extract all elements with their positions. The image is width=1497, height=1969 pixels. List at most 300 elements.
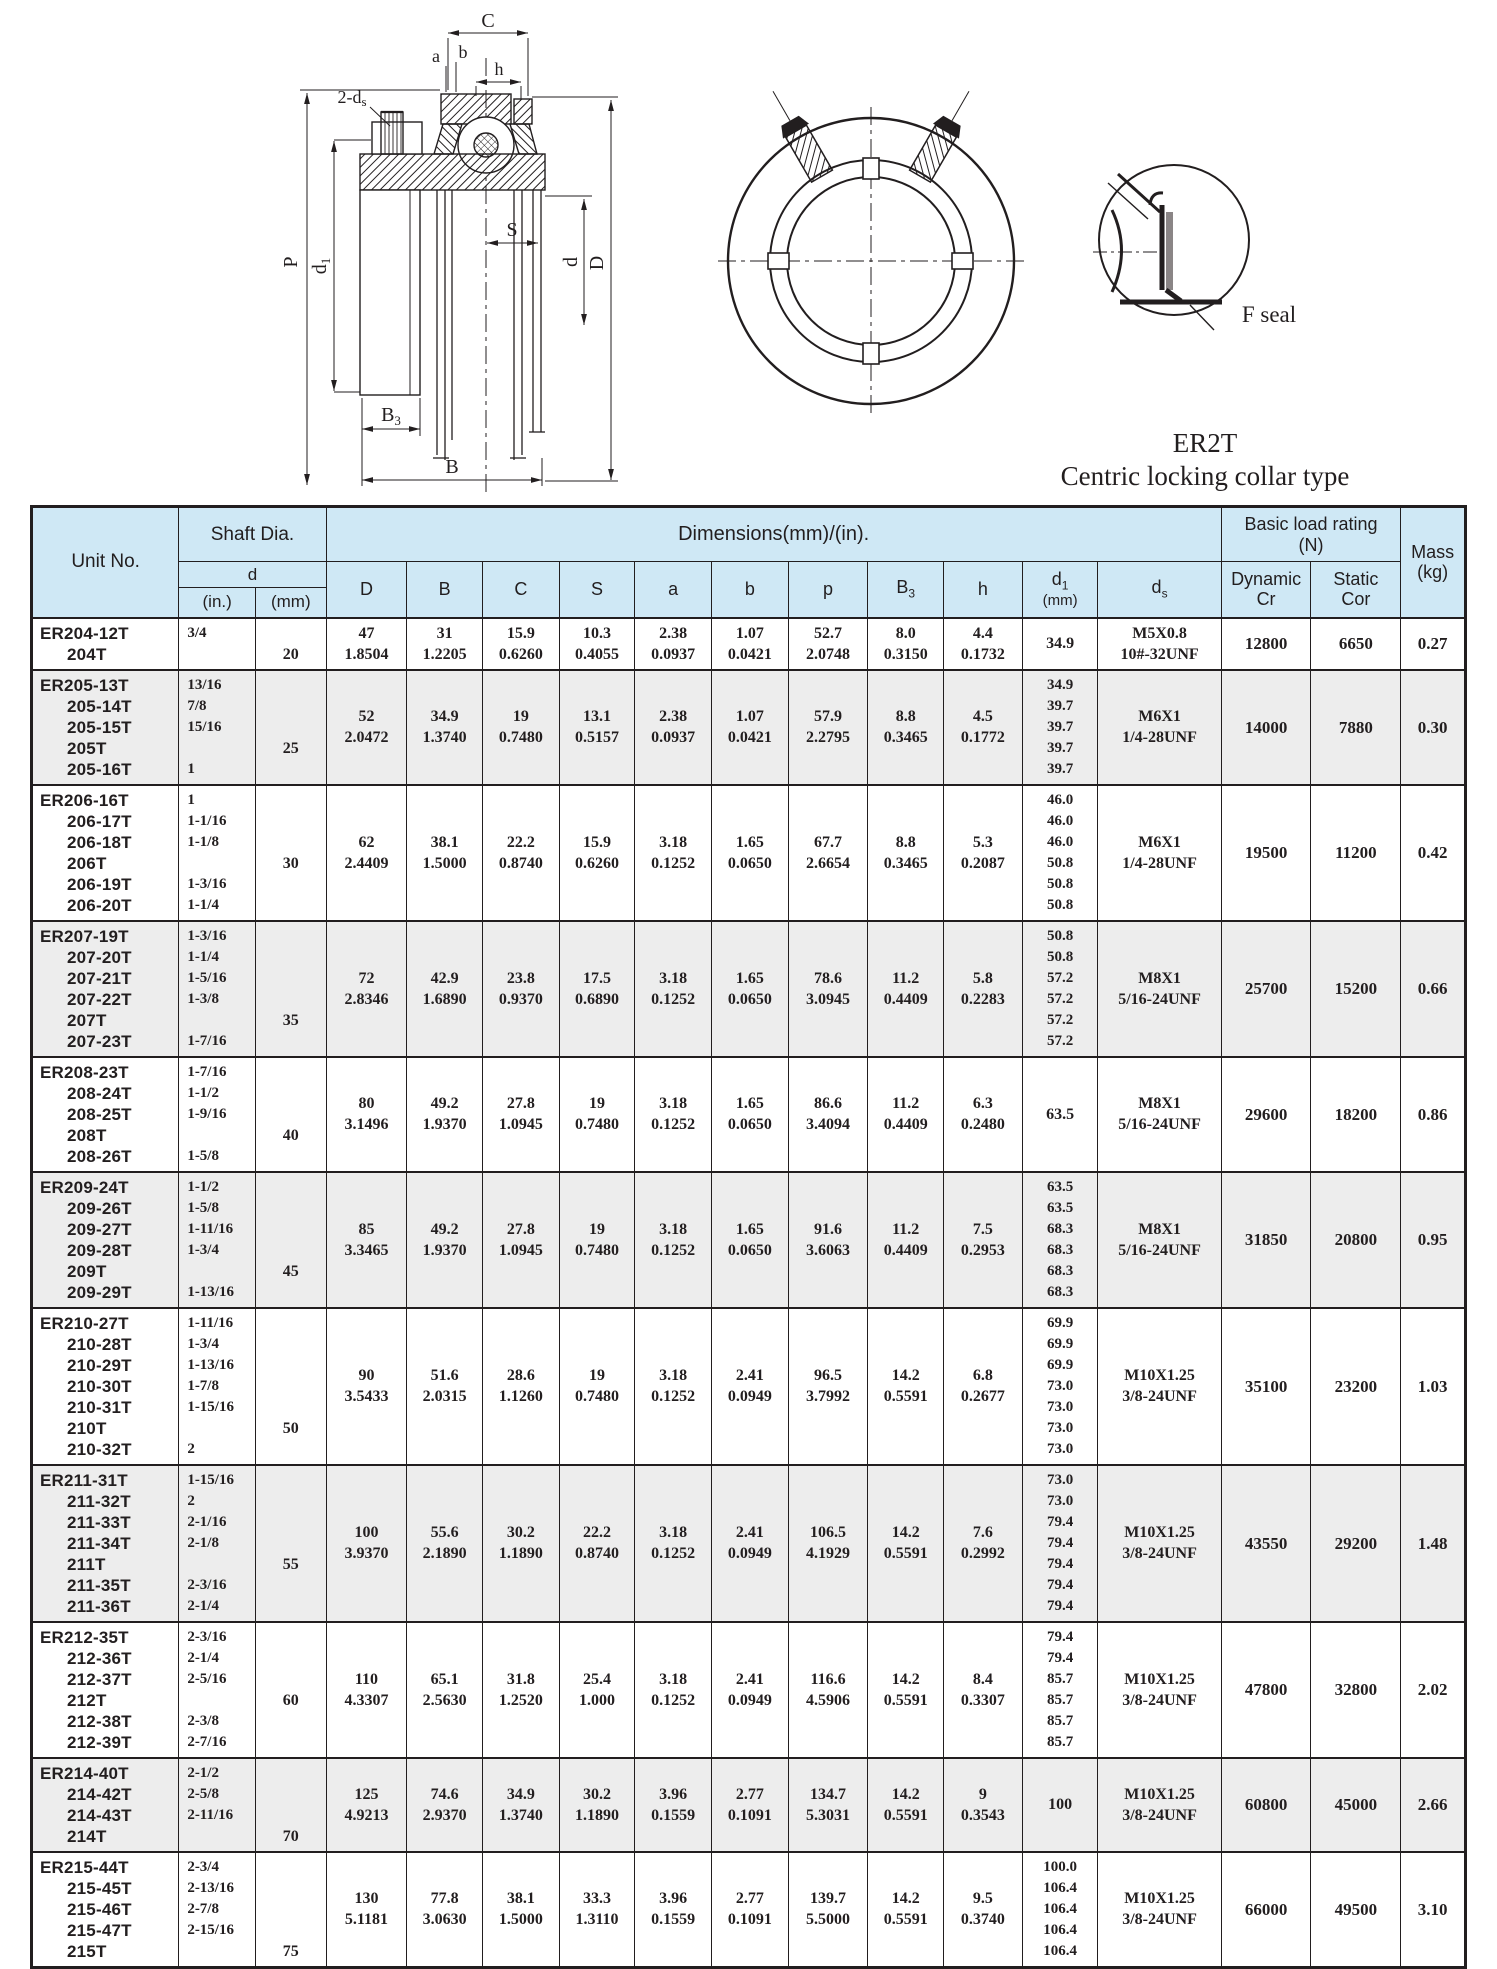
shaft-dia-mm-value: [256, 1376, 326, 1397]
drawing-shape: [786, 125, 833, 182]
cell-value: 2.02: [1417, 1680, 1448, 1699]
shaft-dia-in-value: [179, 1690, 255, 1711]
dim-b-cell: [407, 1465, 483, 1622]
cell-value: 2.66: [1417, 1795, 1448, 1814]
shaft-dia-in-value: 2-3/4: [187, 1858, 219, 1875]
set-screw-left: [760, 84, 835, 184]
dim-b-cell: [712, 1758, 789, 1852]
drawing-shape: [1166, 212, 1173, 290]
unit-no: ER208-23T: [40, 1062, 129, 1082]
dim-value: 14.2: [891, 1670, 920, 1688]
dim-h-cell: [944, 785, 1023, 921]
shaft-dia-in-value: 2-1/16: [187, 1513, 227, 1530]
mass-cell: [1401, 1622, 1466, 1758]
dim-value: 0.6890: [575, 990, 619, 1008]
shaft-dia-mm-value: [256, 1104, 326, 1125]
thread-size-value: M6X1: [1138, 833, 1181, 851]
shaft-dia-in-value: 2-1/4: [187, 1649, 219, 1666]
thread-size-cell: [1098, 618, 1221, 670]
unit-no: 205-15T: [67, 717, 132, 737]
dim-value: 22.2: [583, 1524, 611, 1541]
unit-no: 210-28T: [67, 1334, 132, 1354]
dim-value: 10.3: [583, 624, 611, 642]
unit-no: 207T: [67, 1010, 107, 1030]
dim-value: 0.3150: [883, 645, 928, 663]
header-col-b: b: [712, 562, 789, 618]
dim-label-a: a: [432, 46, 440, 66]
dim-value: 2.2795: [806, 729, 851, 746]
d1-value: 50.8: [1046, 854, 1074, 871]
dim-value: 52.7: [814, 624, 843, 642]
dim-value: 2.38: [659, 708, 688, 725]
d1-value: 46.0: [1046, 812, 1074, 829]
shaft-dia-in-value: [179, 1941, 255, 1962]
dim-value: 2.5630: [422, 1691, 467, 1709]
dim-value: 1.07: [735, 708, 764, 725]
shaft-dia-mm-value: [256, 895, 326, 916]
dim-value: 1.8504: [344, 645, 389, 663]
unit-no: 211-35T: [67, 1575, 131, 1595]
dim-label-b: b: [458, 42, 468, 62]
unit-no: 206T: [67, 853, 107, 873]
dim-value: 3.0945: [806, 990, 851, 1008]
dim-value: 0.0949: [727, 1691, 772, 1709]
dim-value: 1.1260: [498, 1388, 543, 1405]
dim-value: 0.0650: [727, 1241, 772, 1259]
dim-value: 0.3740: [960, 1911, 1005, 1928]
shaft-dia-mm-value: 40: [282, 1126, 299, 1144]
shaft-dia-mm-value: [256, 1512, 326, 1533]
dim-value: 15.9: [583, 833, 611, 851]
unit-no: 208-26T: [67, 1146, 132, 1166]
dim-value: 14.2: [891, 1890, 920, 1907]
d1-value: 73.0: [1046, 1471, 1074, 1488]
unit-no: 214-42T: [67, 1784, 132, 1804]
dim-d1-cell: [1022, 1308, 1098, 1465]
shaft-dia-mm-value: [256, 926, 326, 947]
dynamic-load-cell: [1221, 1172, 1311, 1308]
drawing-shape: s: [361, 94, 367, 109]
dim-value: 11.2: [892, 1220, 920, 1238]
shaft-dia-mm-value: [256, 759, 326, 780]
cell-value: 66000: [1244, 1899, 1288, 1919]
dim-value: 3.96: [659, 1890, 688, 1907]
shaft-dia-mm-value: [256, 1198, 326, 1219]
dim-b-cell: [407, 1308, 483, 1465]
unit-no: 207-21T: [67, 968, 132, 988]
shaft-dia-in-value: 2-1/4: [187, 1597, 219, 1614]
d1-value: 79.4: [1046, 1513, 1074, 1530]
unit-group-row: [32, 1852, 1466, 1968]
dim-d1-cell: [1022, 1172, 1098, 1308]
dim-p-cell: [788, 1465, 868, 1622]
shaft-dia-mm-value: [256, 1627, 326, 1648]
dim-b-cell: [712, 1057, 789, 1172]
drawing-shape: [1118, 174, 1160, 212]
dynamic-load-cell: [1221, 785, 1311, 921]
unit-no: 215-47T: [67, 1920, 132, 1940]
dim-value: 1.3740: [498, 1806, 543, 1824]
dim-value: 47: [358, 624, 375, 642]
thread-size-value: M8X1: [1138, 969, 1181, 987]
d1-value: 50.8: [1046, 927, 1074, 944]
dim-value: 0.3465: [883, 854, 928, 872]
cell-value: 29600: [1244, 1104, 1288, 1124]
dim-c-cell: [483, 921, 560, 1057]
shaft-dia-mm-value: 70: [282, 1827, 299, 1845]
dim-value: 23.8: [506, 969, 535, 987]
shaft-dia-in-value: 1-1/16: [187, 812, 227, 829]
shaft-dia-mm-value: [256, 1648, 326, 1669]
dim-a-cell: [635, 921, 712, 1057]
header-shaft-dia: Shaft Dia.: [179, 507, 326, 562]
dim-value: 2.38: [659, 624, 688, 642]
unit-no-cell: [32, 1057, 179, 1172]
thread-size-cell: [1098, 1852, 1221, 1968]
dim-value: 2.77: [735, 1890, 764, 1907]
dim-c-cell: [483, 1308, 560, 1465]
dim-value: 3.7992: [806, 1388, 851, 1405]
dim-value: 0.0650: [727, 990, 772, 1008]
dim-b3-cell: [868, 1758, 944, 1852]
dim-a-cell: [635, 1465, 712, 1622]
dim-value: 8.4: [972, 1670, 993, 1688]
dim-value: 0.1252: [651, 1388, 696, 1405]
dim-d1-cell: [1022, 1465, 1098, 1622]
dim-value: 3.18: [659, 1220, 688, 1238]
dim-value: 0.4409: [883, 1116, 928, 1133]
d1-value: 46.0: [1046, 833, 1074, 850]
dim-value: 0.1559: [651, 1806, 696, 1824]
unit-no: 212-37T: [67, 1669, 132, 1689]
dynamic-load-cell: [1221, 618, 1311, 670]
unit-no-cell: [32, 1172, 179, 1308]
d1-value: 85.7: [1046, 1712, 1074, 1729]
unit-no: 210-29T: [67, 1355, 132, 1375]
thread-size-value: 5/16-24UNF: [1118, 1241, 1201, 1259]
d1-value: 106.4: [1043, 1921, 1077, 1938]
shaft-dia-in-value: 1: [187, 760, 195, 777]
unit-no: ER204-12T: [40, 623, 129, 643]
dim-b3-cell: [868, 618, 944, 670]
dim-s-cell: [559, 1852, 635, 1968]
d1-value: 50.8: [1046, 875, 1074, 892]
dim-value: 4.5906: [806, 1691, 851, 1709]
unit-group-row: [32, 1308, 1466, 1465]
shaft-dia-in-value: 1-1/8: [187, 833, 219, 850]
dim-d-cell: [326, 921, 407, 1057]
cell-value: 19500: [1244, 843, 1288, 862]
dim-value: 1.9370: [422, 1241, 467, 1259]
header-col-D: D: [326, 562, 407, 618]
dim-value: 0.1091: [727, 1806, 772, 1824]
dim-value: 96.5: [814, 1367, 843, 1384]
static-load-cell: [1311, 1852, 1401, 1968]
dim-value: 0.0949: [727, 1388, 772, 1405]
thread-size-value: 5/16-24UNF: [1118, 1116, 1201, 1133]
unit-no: ER212-35T: [40, 1627, 129, 1647]
shaft-bore-lines: [433, 190, 545, 460]
d1-value: 34.9: [1046, 635, 1075, 652]
shaft-dia-mm-value: [256, 1470, 326, 1491]
header-col-b3: $B_3$: [868, 562, 944, 618]
dim-value: 0.9370: [498, 990, 543, 1008]
dim-value: 19: [589, 1220, 605, 1238]
shaft-dia-mm-value: [256, 790, 326, 811]
shaft-dia-mm-cell: [255, 1852, 326, 1968]
dim-value: 1.6890: [422, 990, 467, 1008]
static-load-cell: [1311, 1308, 1401, 1465]
dim-value: 42.9: [430, 969, 459, 987]
dim-value: 62: [358, 833, 375, 851]
dim-d-cell: [326, 618, 407, 670]
shaft-dia-mm-cell: [255, 1308, 326, 1465]
dim-d1-cell: [1022, 785, 1098, 921]
shaft-dia-mm-value: 25: [282, 739, 299, 757]
unit-no: ER215-44T: [40, 1857, 129, 1877]
dim-value: 0.8740: [498, 854, 543, 872]
shaft-dia-mm-value: [256, 1596, 326, 1617]
unit-no: 208-25T: [67, 1104, 132, 1124]
drawing-shape: 1: [318, 257, 333, 265]
shaft-dia-mm-cell: [255, 1172, 326, 1308]
shaft-dia-mm-value: [256, 1857, 326, 1878]
shaft-dia-mm-cell: [255, 618, 326, 670]
dim-s-cell: [559, 1465, 635, 1622]
shaft-dia-mm-value: 75: [282, 1942, 299, 1960]
dim-value: 2.0748: [806, 645, 851, 663]
dim-d-cell: [326, 1172, 407, 1308]
mass-cell: [1401, 1308, 1466, 1465]
shaft-dia-mm-cell: [255, 1758, 326, 1852]
dim-value: 9.5: [972, 1890, 993, 1907]
shaft-dia-in-value: [179, 738, 255, 759]
dim-p-cell: [788, 1852, 868, 1968]
dim-value: 4.1929: [806, 1545, 851, 1562]
drawing-shape: B: [381, 404, 395, 426]
dim-d-cell: [326, 1852, 407, 1968]
dim-value: 1.0945: [498, 1241, 543, 1259]
dim-value: 0.0937: [651, 645, 696, 663]
d1-value: 50.8: [1046, 896, 1074, 913]
d1-value: 106.4: [1043, 1942, 1077, 1959]
dim-value: 0.3307: [960, 1691, 1005, 1709]
inner-ring-section: [360, 154, 545, 190]
dim-value: 0.0650: [727, 854, 772, 872]
dim-value: 3.96: [659, 1785, 688, 1803]
shaft-dia-in-value: 2-11/16: [187, 1806, 234, 1823]
shaft-dia-mm-value: [256, 1805, 326, 1826]
dim-value: 19: [512, 708, 529, 725]
dim-value: 0.0421: [727, 645, 772, 663]
unit-no: 209-29T: [67, 1282, 132, 1302]
dim-c-cell: [483, 1465, 560, 1622]
cell-value: 0.95: [1417, 1230, 1448, 1249]
thread-size-cell: [1098, 1172, 1221, 1308]
dim-h-cell: [944, 1465, 1023, 1622]
dim-p-cell: [788, 1308, 868, 1465]
shaft-dia-in-value: 1-3/4: [187, 1241, 219, 1258]
dim-value: 15.9: [506, 624, 535, 642]
dim-label-d1: [309, 258, 333, 275]
unit-no-cell: [32, 1622, 179, 1758]
shaft-dia-in-value: 1-1/2: [187, 1084, 219, 1101]
dim-p-cell: [788, 785, 868, 921]
dim-value: 2.4409: [344, 854, 389, 872]
dim-value: 19: [589, 1095, 605, 1112]
shaft-dia-in-cell: [179, 1057, 256, 1172]
unit-no: 209-26T: [67, 1198, 132, 1218]
dim-value: 33.3: [583, 1890, 611, 1907]
dim-value: 1.3740: [422, 729, 467, 746]
header-col-B: B: [407, 562, 483, 618]
dim-value: 1.1890: [575, 1806, 619, 1824]
mass-cell: [1401, 921, 1466, 1057]
cell-value: 29200: [1334, 1533, 1378, 1553]
dim-value: 0.2677: [960, 1388, 1005, 1405]
dim-value: 77.8: [430, 1890, 459, 1907]
dim-b-cell: [407, 921, 483, 1057]
dim-d1-cell: [1022, 670, 1098, 785]
dim-d-cell: [326, 1622, 407, 1758]
d1-value: 73.0: [1046, 1419, 1074, 1436]
dim-c-cell: [483, 618, 560, 670]
dim-value: 0.5591: [883, 1911, 928, 1928]
shaft-dia-mm-value: [256, 1878, 326, 1899]
cell-value: 23200: [1334, 1376, 1378, 1396]
header-shaft-in: (in.): [179, 588, 256, 618]
dim-value: 3.6063: [806, 1241, 851, 1259]
d1-value: 79.4: [1046, 1597, 1074, 1614]
dim-s-cell: [559, 1057, 635, 1172]
dim-value: 1.000: [579, 1691, 615, 1709]
unit-no: 208T: [67, 1125, 107, 1145]
d1-value: 79.4: [1046, 1534, 1074, 1551]
dynamic-load-cell: [1221, 1852, 1311, 1968]
dim-b-cell: [407, 1852, 483, 1968]
shaft-dia-mm-value: [256, 1899, 326, 1920]
dim-value: 5.3: [972, 833, 993, 851]
unit-no: ER211-31T: [40, 1470, 128, 1490]
cell-value: 35100: [1244, 1376, 1288, 1396]
set-screw-section: [372, 112, 422, 154]
drawing-shape: 3: [394, 413, 401, 428]
dim-value: 78.6: [814, 969, 843, 987]
dim-d-cell: [326, 1465, 407, 1622]
dim-value: 72: [358, 969, 375, 987]
shaft-dia-in-value: 13/16: [187, 676, 222, 693]
shaft-dia-mm-cell: [255, 1057, 326, 1172]
dim-c-cell: [483, 670, 560, 785]
dim-c-cell: [483, 1758, 560, 1852]
shaft-dia-in-value: 15/16: [187, 718, 222, 735]
dim-s-cell: [559, 785, 635, 921]
dim-value: 3.18: [659, 1524, 688, 1541]
dim-value: 27.8: [506, 1220, 535, 1238]
dim-b-cell: [712, 785, 789, 921]
cross-section-view: [280, 10, 618, 492]
shaft-dia-mm-value: [256, 1355, 326, 1376]
d1-value: 68.3: [1046, 1283, 1074, 1300]
dim-value: 0.5157: [575, 729, 619, 746]
dim-value: 0.7480: [575, 1388, 619, 1405]
dim-value: 1.65: [735, 969, 764, 987]
technical-drawing: [0, 0, 1497, 505]
d1-value: 79.4: [1046, 1576, 1074, 1593]
shaft-dia-mm-value: [256, 1282, 326, 1303]
shaft-dia-in-value: 2: [187, 1440, 195, 1457]
d1-value: 106.4: [1043, 1900, 1077, 1917]
shaft-dia-mm-value: [256, 1397, 326, 1418]
drawing-shape: [863, 343, 879, 364]
thread-size-value: 3/8-24UNF: [1122, 1388, 1197, 1405]
drawing-shape: [952, 253, 973, 269]
thread-size-value: 3/8-24UNF: [1122, 1545, 1197, 1562]
cell-value: 1.03: [1417, 1376, 1448, 1396]
dim-value: 2.41: [735, 1670, 764, 1688]
dim-d1-cell: [1022, 1622, 1098, 1758]
dim-h-cell: [944, 1172, 1023, 1308]
dim-h-cell: [944, 1622, 1023, 1758]
cell-value: 15200: [1334, 979, 1378, 998]
dim-value: 4.9213: [344, 1806, 389, 1824]
dim-b3-cell: [868, 1852, 944, 1968]
dim-value: 1.9370: [422, 1116, 467, 1133]
shaft-dia-in-cell: [179, 921, 256, 1057]
shaft-dia-mm-value: [256, 623, 326, 644]
static-load-cell: [1311, 1057, 1401, 1172]
dim-value: 34.9: [430, 708, 459, 725]
unit-group-row: [32, 1758, 1466, 1852]
dim-s-cell: [559, 1172, 635, 1308]
unit-no: 207-20T: [67, 947, 132, 967]
shaft-dia-in-value: 1-3/16: [187, 875, 227, 892]
dim-h-cell: [944, 618, 1023, 670]
dim-value: 2.0472: [344, 729, 389, 746]
dim-label-b3: [381, 404, 401, 428]
thread-size-value: M10X1.25: [1124, 1890, 1195, 1907]
dim-value: 4.5: [972, 708, 993, 725]
seal-type-label: F seal: [1241, 302, 1297, 327]
shaft-dia-in-cell: [179, 785, 256, 921]
dim-a-cell: [635, 670, 712, 785]
header-dimensions: Dimensions(mm)/(in).: [326, 507, 1221, 562]
d1-value: 68.3: [1046, 1241, 1074, 1258]
header-load-rating: [1221, 507, 1401, 562]
static-load-cell: [1311, 1622, 1401, 1758]
thread-size-value: M8X1: [1138, 1220, 1181, 1238]
dim-value: 0.5591: [883, 1691, 928, 1709]
d1-value: 69.9: [1046, 1356, 1074, 1373]
dim-value: 2.1890: [422, 1545, 467, 1562]
sleeve-cylinder: [360, 190, 420, 395]
shaft-dia-mm-value: [256, 832, 326, 853]
dim-value: 1.2205: [422, 645, 467, 663]
cell-value: 7880: [1338, 717, 1373, 737]
unit-no: 209-28T: [67, 1240, 132, 1260]
drawing-shape: [280, 10, 608, 478]
dim-value: 0.1252: [651, 1116, 696, 1133]
static-load-cell: [1311, 921, 1401, 1057]
dim-value: 11.2: [892, 969, 920, 987]
unit-no: 211-32T: [67, 1491, 131, 1511]
dim-value: 11.2: [892, 1095, 920, 1112]
dim-h-cell: [944, 1057, 1023, 1172]
unit-no: ER207-19T: [40, 926, 129, 946]
dim-value: 13.1: [583, 708, 611, 725]
dynamic-load-cell: [1221, 1758, 1311, 1852]
dim-h-cell: [944, 1308, 1023, 1465]
